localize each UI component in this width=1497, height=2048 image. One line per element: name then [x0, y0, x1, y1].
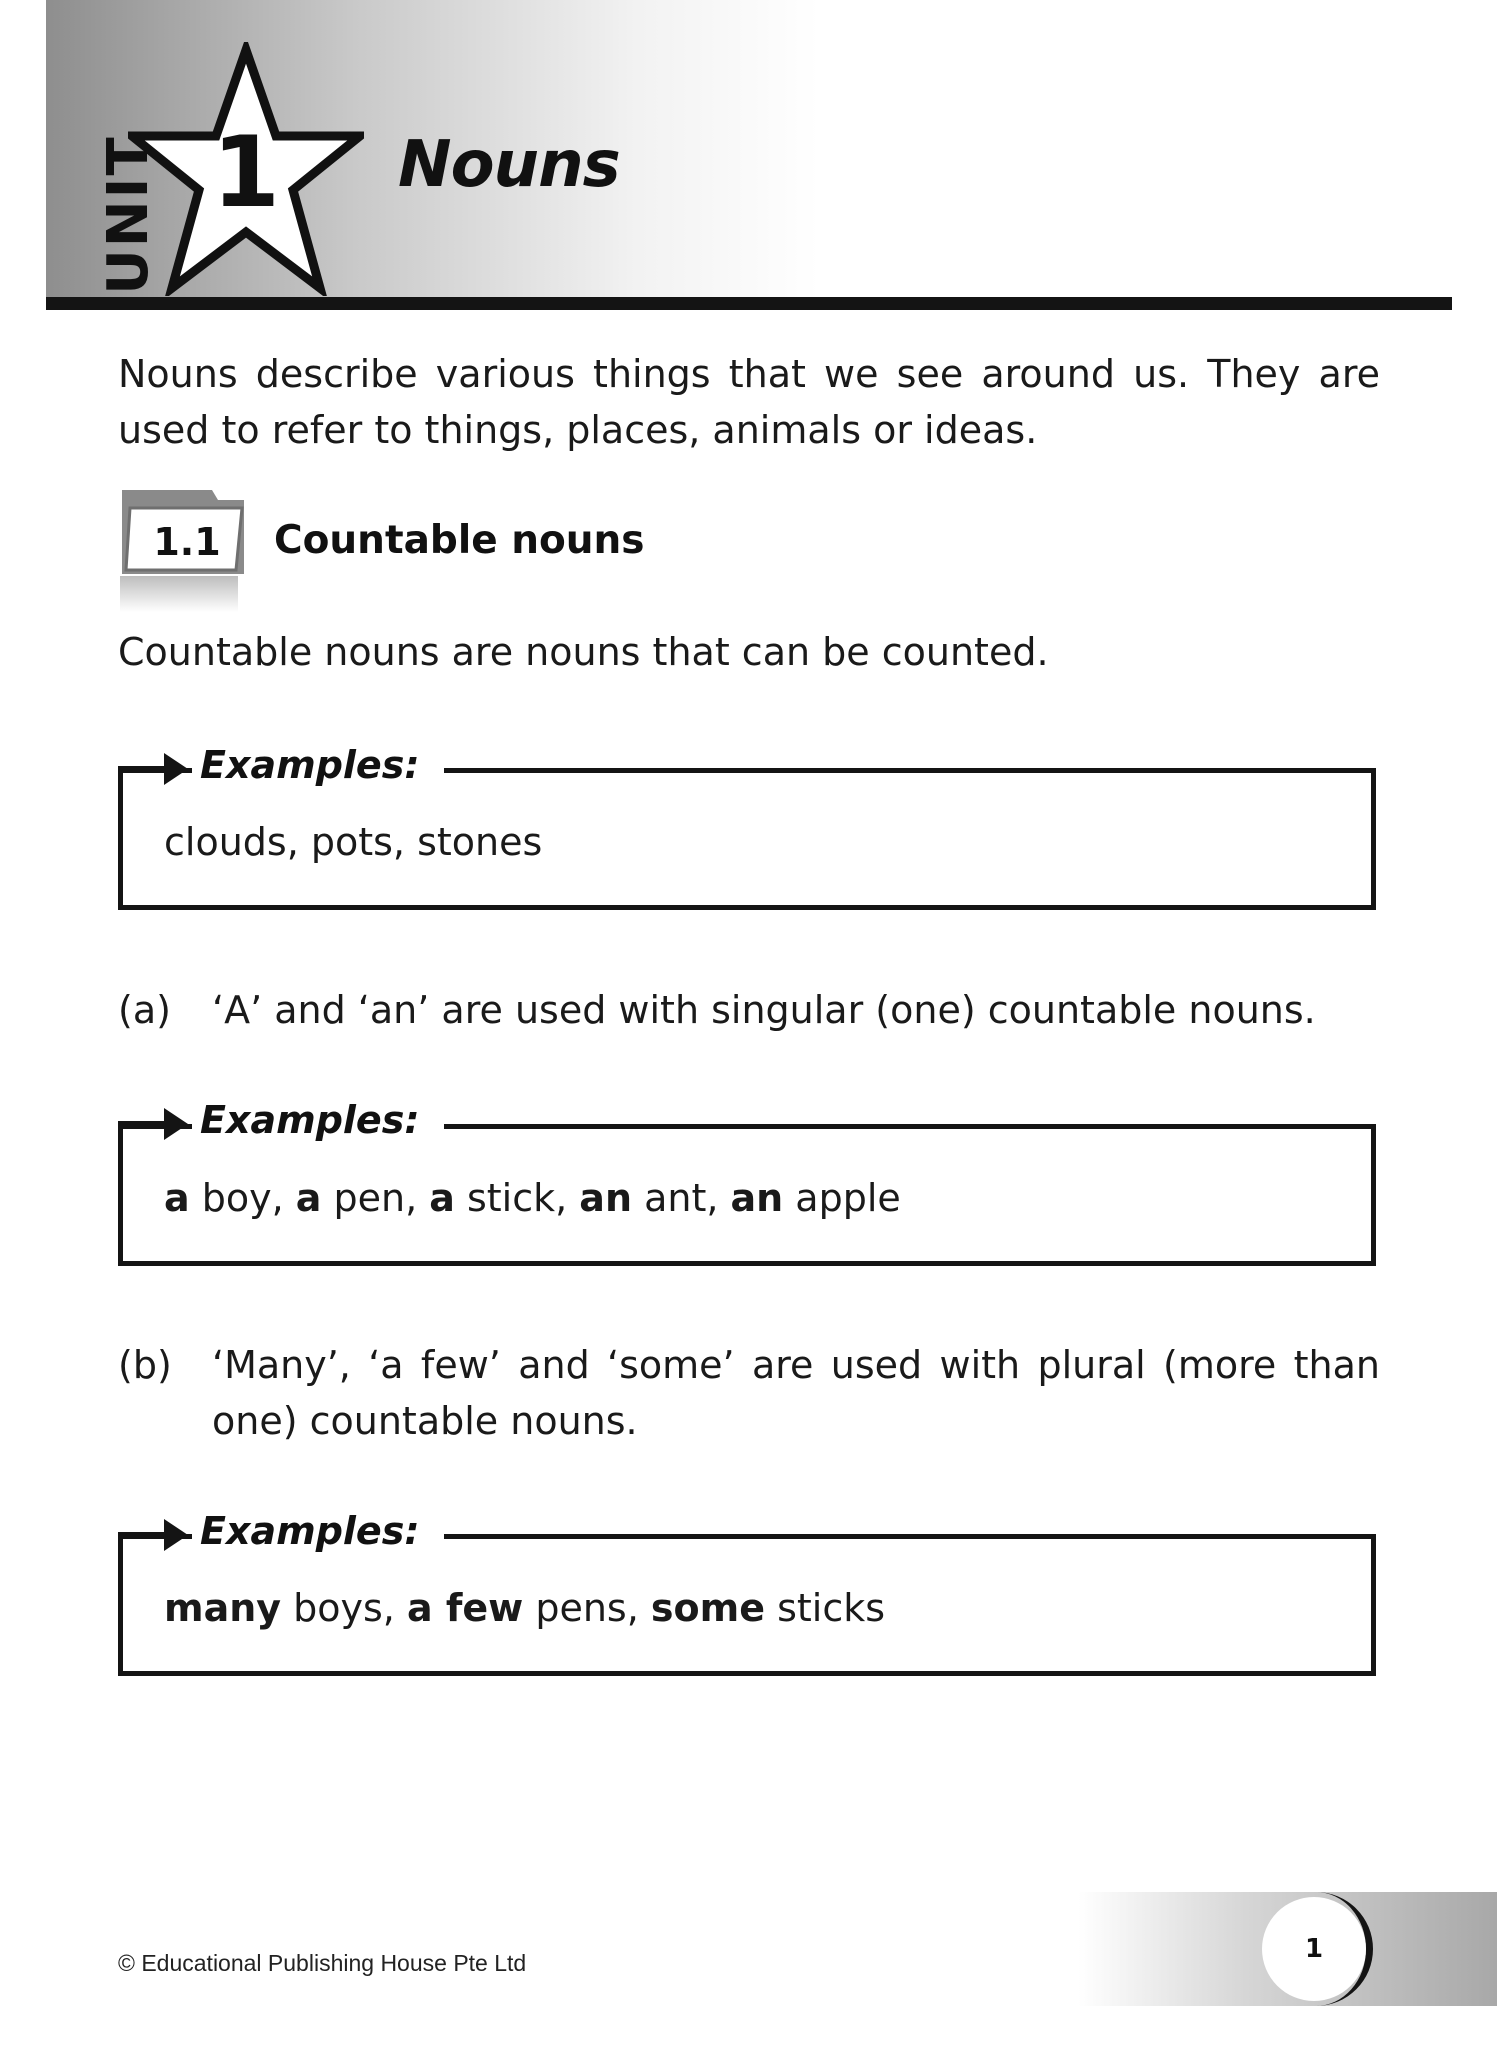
intro-paragraph: Nouns describe various things that we see around us. They are used to refer to things, places, animals or ideas. — [118, 352, 1380, 452]
examples-text — [164, 1174, 901, 1222]
example-keyword: a — [429, 1176, 455, 1220]
example-keyword: an — [579, 1176, 632, 1220]
section-title: Countable nouns — [274, 518, 645, 563]
example-keyword: a — [164, 1176, 190, 1220]
example-word: sticks — [764, 1586, 886, 1630]
example-keyword: many — [164, 1586, 282, 1630]
examples-text — [164, 818, 542, 866]
rule-marker: (b) — [118, 1343, 172, 1387]
section-number: 1.1 — [153, 520, 221, 564]
arrow-right-icon — [118, 749, 190, 789]
unit-number: 1 — [211, 116, 281, 230]
examples-text — [164, 1584, 885, 1632]
page-title: Nouns — [398, 128, 620, 202]
definition-text: Countable nouns are nouns that can be counted. — [118, 630, 1049, 674]
examples-label: Examples: — [192, 1507, 444, 1555]
rule-marker: (a) — [118, 988, 171, 1032]
example-keyword: some — [650, 1586, 765, 1630]
example-word: pens, — [523, 1586, 651, 1630]
examples-label: Examples: — [192, 1096, 444, 1144]
copyright-text: © Educational Publishing House Pte Ltd — [118, 1950, 527, 1976]
example-word: pen, — [321, 1176, 430, 1220]
rule-text: ‘A’ and ‘an’ are used with singular (one) countable nouns. — [212, 988, 1316, 1032]
page-number: 1 — [1304, 1934, 1324, 1964]
example-word: clouds, pots, stones — [164, 820, 543, 864]
example-word: boys, — [281, 1586, 407, 1630]
examples-label: Examples: — [192, 741, 444, 789]
example-word: stick, — [454, 1176, 580, 1220]
example-word: apple — [783, 1176, 901, 1220]
example-word: boy, — [189, 1176, 296, 1220]
rule-text: ‘Many’, ‘a few’ and ‘some’ are used with plural (more than one) countable nouns. — [212, 1343, 1380, 1443]
example-word: ant, — [632, 1176, 731, 1220]
example-keyword: a few — [406, 1586, 524, 1630]
example-keyword: a — [295, 1176, 322, 1220]
unit-label: UNIT — [95, 135, 161, 295]
header-rule — [46, 297, 1452, 310]
arrow-right-icon — [118, 1515, 190, 1555]
arrow-right-icon — [118, 1104, 190, 1144]
example-keyword: an — [730, 1176, 784, 1220]
